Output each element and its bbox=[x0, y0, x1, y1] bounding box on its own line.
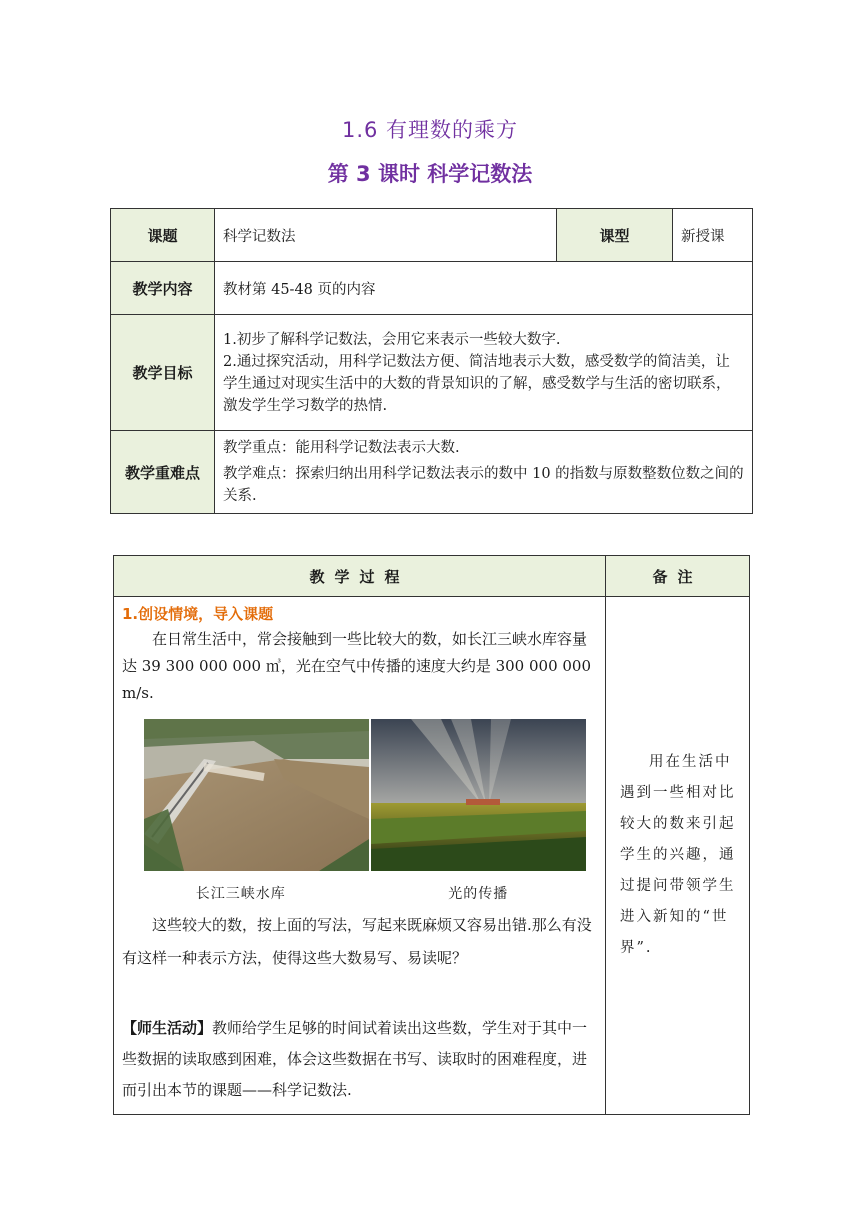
notes-cell bbox=[606, 597, 750, 1115]
question-paragraph: 这些较大的数，按上面的写法，写起来既麻烦又容易出错.那么有没有这样一种表示方法，使得这些大数易写、易读呢？ bbox=[122, 916, 592, 967]
three-gorges-dam-photo bbox=[144, 719, 369, 871]
activity-text: 教师给学生足够的时间试着读出这些数，学生对于其中一些数据的读取感到困难，体会这些数据在书写、读取时的困难程度，进而引出本节的课题——科学记数法. bbox=[122, 1019, 588, 1099]
lesson-info-table bbox=[110, 208, 753, 514]
type-label: 课型 bbox=[557, 209, 673, 262]
content-value: 教材第 45-48 页的内容 bbox=[215, 262, 753, 315]
note-text: 用在生活中遇到一些相对比较大的数来引起学生的兴趣，通过提问带领学生进入新知的“世界”. bbox=[620, 754, 736, 956]
topic-value: 科学记数法 bbox=[215, 209, 557, 262]
difficult-point: 教学难点：探索归纳出用科学记数法表示的数中 10 的指数与原数整数位数之间的关系. bbox=[223, 466, 744, 504]
teacher-student-activity bbox=[122, 1013, 597, 1106]
goals-cell bbox=[215, 315, 753, 431]
intro-paragraph: 在日常生活中，常会接触到一些比较大的数，如长江三峡水库容量达 39 300 000 000 ㎥，光在空气中传播的速度大约是 300 000 000 m/s. bbox=[122, 630, 592, 702]
key-points-cell bbox=[215, 431, 753, 514]
caption-light: 光的传播 bbox=[448, 886, 509, 902]
image-captions bbox=[122, 883, 597, 903]
process-content bbox=[114, 597, 606, 1115]
notes-header: 备注 bbox=[606, 556, 750, 597]
lesson-title: 第 3 课时 科学记数法 bbox=[327, 162, 533, 186]
goals-label: 教学目标 bbox=[111, 315, 215, 431]
section-heading: 1.创设情境，导入课题 bbox=[122, 605, 274, 623]
topic-label: 课题 bbox=[111, 209, 215, 262]
light-propagation-photo bbox=[371, 719, 596, 871]
section-title: 1.6 有理数的乘方 bbox=[341, 118, 519, 142]
image-row bbox=[144, 719, 597, 871]
caption-dam: 长江三峡水库 bbox=[195, 886, 286, 902]
process-header: 教学过程 bbox=[114, 556, 606, 597]
key-point: 教学重点：能用科学记数法表示大数. bbox=[223, 440, 460, 456]
key-points-label: 教学重难点 bbox=[111, 431, 215, 514]
activity-label: 【师生活动】 bbox=[122, 1019, 213, 1037]
content-label: 教学内容 bbox=[111, 262, 215, 315]
teaching-process-table bbox=[113, 555, 750, 1115]
goal-item-2: 2.通过探究活动，用科学记数法方便、简洁地表示大数，感受数学的简洁美，让学生通过对现实生活中的大数的背景知识的了解，感受数学与生活的密切联系，激发学生学习数学的热情. bbox=[223, 353, 731, 414]
goal-item-1: 1.初步了解科学记数法，会用它来表示一些较大数字. bbox=[223, 331, 561, 348]
type-value: 新授课 bbox=[673, 209, 753, 262]
